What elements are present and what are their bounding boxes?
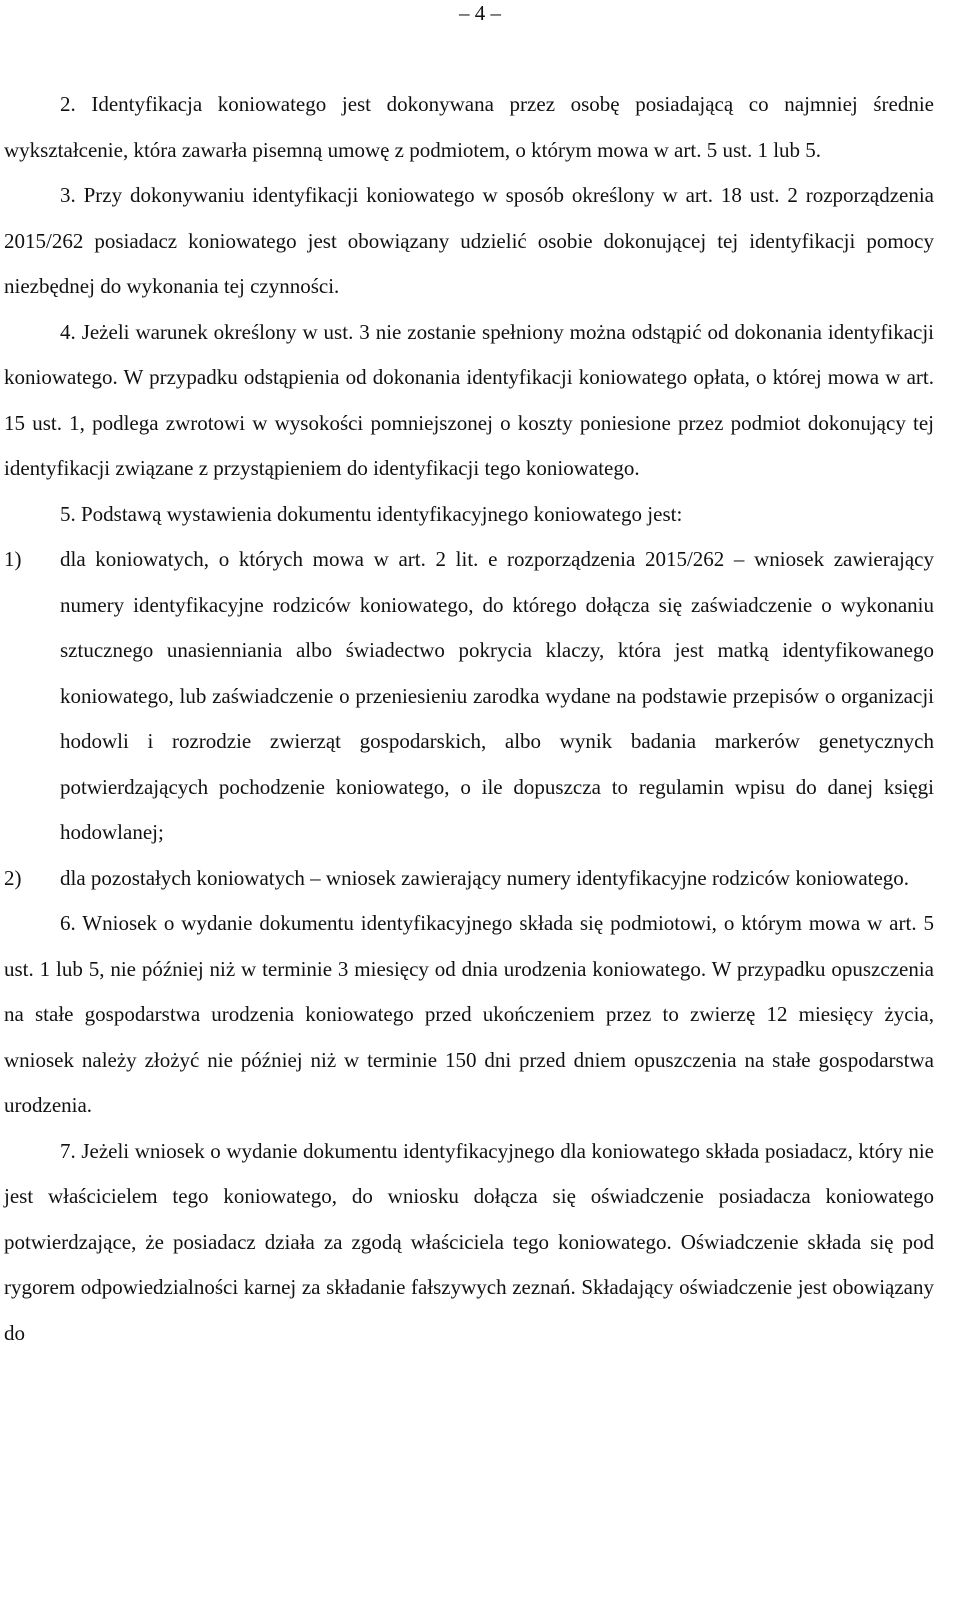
- paragraph-4: 4. Jeżeli warunek określony w ust. 3 nie zostanie spełniony można odstąpić od dokonania identyfikacji koniowatego. W przypadku odstąpienia od dokonania identyfikacji koniowatego opłata, o której mowa w art. 15 ust. 1, podlega zwrotowi w wysokości pomniejszonej o koszty poniesione przez podmiot dokonujący tej identyfikacji związane z przystąpieniem do identyfikacji tego koniowatego.: [4, 319, 934, 480]
- document-body: [4, 82, 934, 1356]
- paragraph-5: 5. Podstawą wystawienia dokumentu identyfikacyjnego koniowatego jest:: [60, 501, 683, 526]
- paragraph-7: 7. Jeżeli wniosek o wydanie dokumentu identyfikacyjnego dla koniowatego składa posiadacz, który nie jest właścicielem tego koniowatego, do wniosku dołącza się oświadczenie posiadacza koniowatego potwierdzające, że posiadacz działa za zgodą właściciela tego koniowatego. Oświadczenie składa się pod rygorem odpowiedzialności karnej za składanie fałszywych zeznań. Składający oświadczenie jest obowiązany do: [4, 1138, 934, 1345]
- paragraph-6: 6. Wniosek o wydanie dokumentu identyfikacyjnego składa się podmiotowi, o którym mowa w art. 5 ust. 1 lub 5, nie później niż w terminie 3 miesięcy od dnia urodzenia koniowatego. W przypadku opuszczenia na stałe gospodarstwa urodzenia koniowatego przed ukończeniem przez to zwierzę 12 miesięcy życia, wniosek należy złożyć nie później niż w terminie 150 dni przed dniem opuszczenia na stałe gospodarstwa urodzenia.: [4, 911, 934, 1117]
- list-item: [4, 537, 934, 856]
- page-number: – 4 –: [459, 1, 501, 25]
- list-item-number: 2): [4, 865, 22, 890]
- list-item-text: dla koniowatych, o których mowa w art. 2 lit. e rozporządzenia 2015/262 – wniosek zawierający numery identyfikacyjne rodziców koniowatego, do którego dołącza się zaświadczenie o wykonaniu sztucznego unasienniania albo świadectwo pokrycia klaczy, która jest matką identyfikowanego koniowatego, lub zaświadczenie o przeniesieniu zarodka wydane na podstawie przepisów o organizacji hodowli i rozrodzie zwierząt gospodarskich, albo wynik badania markerów genetycznych potwierdzających pochodzenie koniowatego, o ile dopuszcza to regulamin wpisu do danej księgi hodowlanej;: [60, 547, 934, 844]
- list-item: [4, 856, 934, 902]
- paragraph-3: 3. Przy dokonywaniu identyfikacji koniowatego w sposób określony w art. 18 ust. 2 rozporządzenia 2015/262 posiadacz koniowatego jest obowiązany udzielić osobie dokonującej tej identyfikacji pomocy niezbędnej do wykonania tej czynności.: [4, 183, 934, 298]
- paragraph-2: 2. Identyfikacja koniowatego jest dokonywana przez osobę posiadającą co najmniej średnie wykształcenie, która zawarła pisemną umowę z podmiotem, o którym mowa w art. 5 ust. 1 lub 5.: [4, 92, 934, 162]
- list-item-text: dla pozostałych koniowatych – wniosek zawierający numery identyfikacyjne rodziców koniowatego.: [60, 865, 910, 890]
- list-item-number: 1): [4, 547, 22, 571]
